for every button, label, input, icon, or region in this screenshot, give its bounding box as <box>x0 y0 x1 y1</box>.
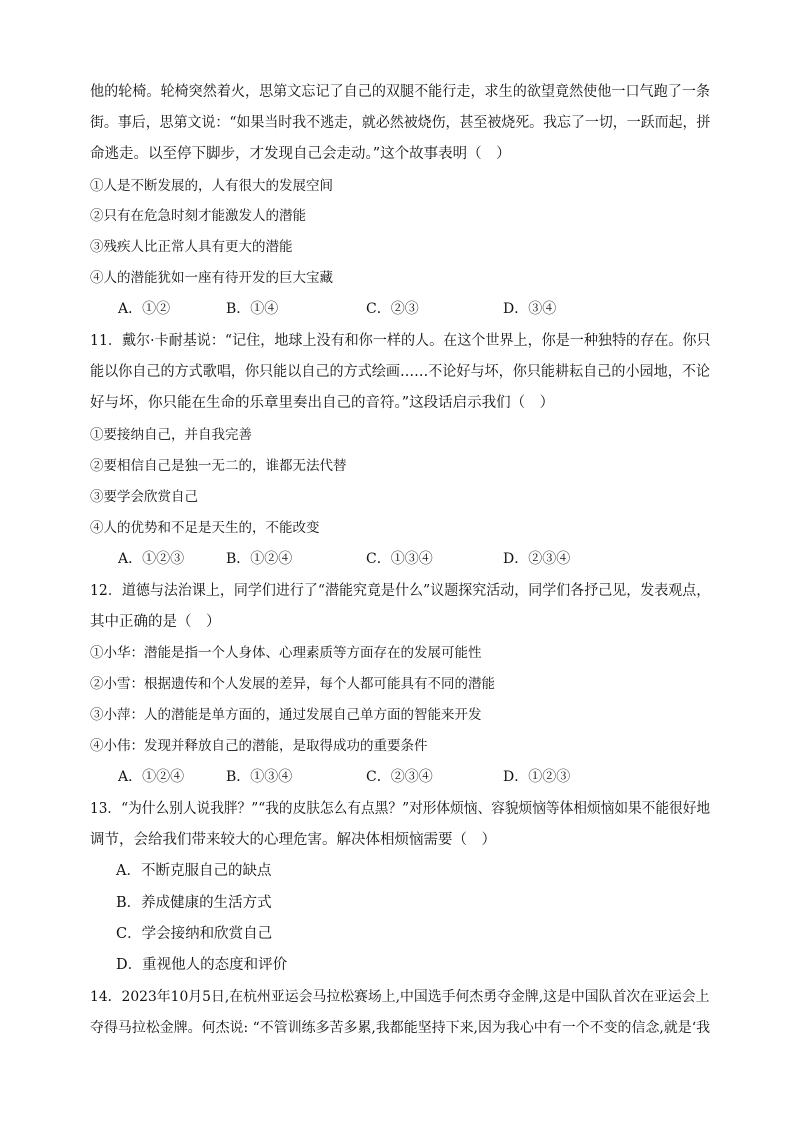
q13-line-2: 调节，会给我们带来较大的心理危害。解决体相烦恼需要（ ） <box>90 832 496 848</box>
q13-option-a[interactable]: A．不断克服自己的缺点 <box>116 863 272 879</box>
q11-statement-1: ①要接纳自己，并自我完善 <box>90 427 252 443</box>
q12-statement-1: ①小华：潜能是指一个人身体、心理素质等方面存在的发展可能性 <box>90 645 482 661</box>
q12-choice-b[interactable]: B．①③④ <box>226 769 293 785</box>
q12-statement-2: ②小雪：根据遗传和个人发展的差异，每个人都可能具有不同的潜能 <box>90 676 495 692</box>
q10-statement-2: ②只有在危急时刻才能激发人的潜能 <box>90 208 306 224</box>
q14-line-2: 夺得马拉松金牌。何杰说: “不管训练多苦多累,我都能坚持下来,因为我心中有一个不变的信念,就是‘我 <box>90 1020 711 1036</box>
q11-line-1: 11．戴尔·卡耐基说：“记住，地球上没有和你一样的人。在这个世界上，你是一种独特的存在。你只 <box>90 333 711 349</box>
q10-line-2: 街。事后，思第文说：“如果当时我不逃走，就必然被烧伤，甚至被烧死。我忘了一切，一跃而起，拼 <box>90 115 711 131</box>
q12-statement-4: ④小伟：发现并释放自己的潜能，是取得成功的重要条件 <box>90 738 428 754</box>
q10-statement-3: ③残疾人比正常人具有更大的潜能 <box>90 239 293 255</box>
q13-option-c[interactable]: C．学会接纳和欣赏自己 <box>116 926 273 942</box>
q10-line-3: 命逃走。以至停下脚步，才发现自己会走动。”这个故事表明（ ） <box>90 146 511 162</box>
q13-line-1: 13．“为什么别人说我胖？”“我的皮肤怎么有点黑？”对形体烦恼、容貌烦恼等体相烦恼如果不能很好地 <box>90 801 711 817</box>
q11-statement-4: ④人的优势和不足是天生的，不能改变 <box>90 520 320 536</box>
q10-statement-1: ①人是不断发展的，人有很大的发展空间 <box>90 178 333 194</box>
q11-statement-2: ②要相信自己是独一无二的，谁都无法代替 <box>90 458 347 474</box>
q12-choice-a[interactable]: A．①②④ <box>118 769 185 785</box>
q12-line-2: 其中正确的是（ ） <box>90 614 221 630</box>
q12-choice-c[interactable]: C．②③④ <box>366 769 433 785</box>
q11-line-2: 能以你自己的方式歌唱，你只能以自己的方式绘画……不论好与坏，你只能耕耘自己的小园地，不论 <box>90 364 711 380</box>
q10-choice-b[interactable]: B．①④ <box>226 301 279 317</box>
q13-option-b[interactable]: B．养成健康的生活方式 <box>116 895 272 911</box>
q11-choice-a[interactable]: A．①②③ <box>118 551 185 567</box>
q12-line-1: 12．道德与法治课上，同学们进行了“潜能究竟是什么”议题探究活动，同学们各抒己见，发表观点， <box>90 583 711 599</box>
q11-statement-3: ③要学会欣赏自己 <box>90 489 198 505</box>
q10-line-1: 他的轮椅。轮椅突然着火，思第文忘记了自己的双腿不能行走，求生的欲望竟然使他一口气跑了一条 <box>90 84 711 100</box>
q11-choice-b[interactable]: B．①②④ <box>226 551 293 567</box>
q10-choice-d[interactable]: D．③④ <box>503 301 557 317</box>
q13-option-d[interactable]: D．重视他人的态度和评价 <box>116 957 288 973</box>
q11-choice-c[interactable]: C．①③④ <box>366 551 433 567</box>
q11-choice-d[interactable]: D．②③④ <box>503 551 571 567</box>
q11-line-3: 好与坏，你只能在生命的乐章里奏出自己的音符。”这段话启示我们（ ） <box>90 395 555 411</box>
q12-choice-d[interactable]: D．①②③ <box>503 769 571 785</box>
q10-statement-4: ④人的潜能犹如一座有待开发的巨大宝藏 <box>90 270 333 286</box>
q14-line-1: 14．2023年10月5日,在杭州亚运会马拉松赛场上,中国选手何杰勇夺金牌,这是中国队首次在亚运会上 <box>90 989 710 1005</box>
q12-statement-3: ③小萍：人的潜能是单方面的，通过发展自己单方面的智能来开发 <box>90 707 482 723</box>
q10-choice-a[interactable]: A．①② <box>118 301 171 317</box>
q10-choice-c[interactable]: C．②③ <box>366 301 419 317</box>
